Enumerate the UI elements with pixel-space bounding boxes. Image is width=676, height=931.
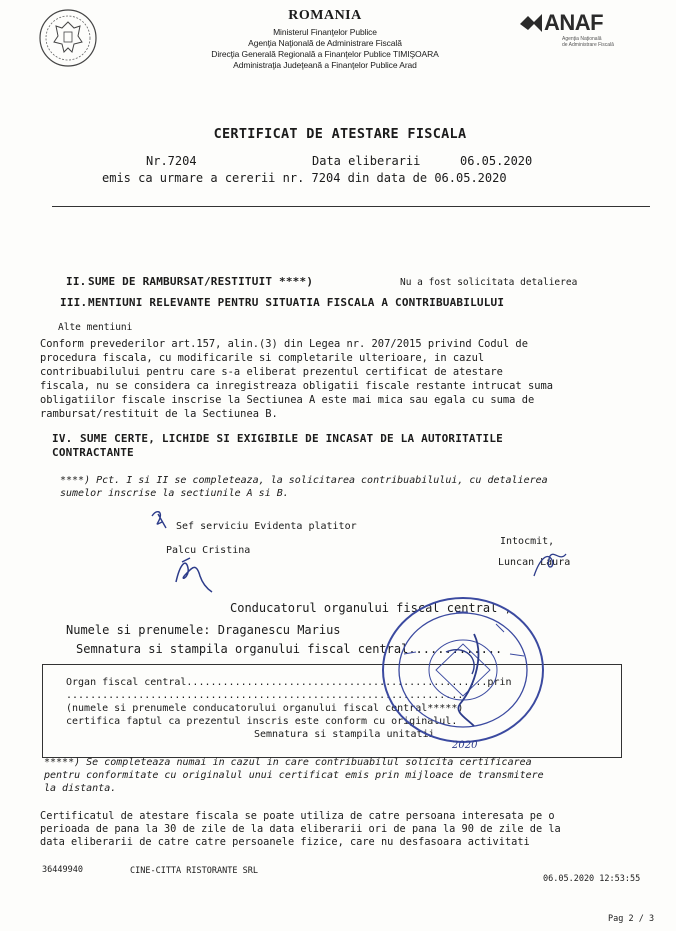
box-line-head: (numele si prenumele conducatorului organului fiscal central*****): [66, 703, 464, 714]
prepared-name: Luncan Laura: [498, 557, 571, 568]
footnote-5-line: *****) Se completeaza numai in cazul in care contribuabilul solicita certificarea: [44, 757, 532, 768]
coat-of-arms-seal: [38, 8, 98, 68]
chief-signature: [170, 552, 220, 598]
issue-date-value: 06.05.2020: [460, 154, 533, 168]
box-line-dots: ..................................................................: [66, 690, 464, 701]
section-2-number: II.: [66, 275, 87, 288]
anaf-logo-text: ANAF: [544, 10, 604, 35]
issued-following-request: emis ca urmare a cererii nr. 7204 din data de 06.05.2020: [102, 171, 507, 185]
header-line-agency: Agenţia Naţională de Administrare Fiscală: [248, 38, 402, 48]
section-2-note: Nu a fost solicitata detalierea: [400, 277, 578, 288]
footnote-5-stars: [44, 756, 544, 795]
footnote-5-line: la distanta.: [44, 783, 117, 794]
section-2-title: SUME DE RAMBURSAT/RESTITUIT ****): [88, 275, 314, 288]
header-line-county: Administraţia Judeţeană a Finanţelor Publice Arad: [233, 60, 417, 70]
box-line-organ: Organ fiscal central..................................................prin: [66, 677, 512, 688]
anaf-arrow-icon: [518, 12, 544, 34]
official-stamp: [376, 594, 550, 756]
issue-date-label: Data eliberarii: [312, 154, 421, 168]
certificate-number: Nr.7204: [146, 154, 197, 168]
head-title: Conducatorul organului fiscal central ,: [230, 601, 512, 615]
anaf-sub-line-1: Agenţia Naţională: [562, 36, 602, 42]
footnote-4-line: sumelor inscrise la sectiunile A si B.: [60, 488, 289, 499]
section-3-line: procedura fiscala, cu modificarile si completarile ulterioare, in cazul: [40, 352, 485, 364]
header-institutions: [150, 27, 500, 71]
prepared-signature: [530, 548, 570, 582]
section-3-text: [40, 337, 650, 421]
chief-name: Palcu Cristina: [166, 545, 251, 556]
footnote-4-line: ****) Pct. I si II se completeaza, la solicitarea contribuabilului, cu detalierea: [60, 475, 548, 486]
validity-line: data eliberarii de catre catre persoanele fizice, care nu desfasoara activitati: [40, 836, 530, 848]
footer-cif: 36449940: [42, 865, 83, 875]
validity-line: Certificatul de atestare fiscala se poate utiliza de catre persoana interesata pe o: [40, 810, 555, 822]
validity-paragraph: [40, 810, 561, 849]
validity-line: perioada de pana la 30 de zile de la data eliberarii ori de pana la 90 de zile de la: [40, 823, 561, 835]
footnote-4-stars: [60, 474, 548, 500]
section-3-line: rambursat/restituit de la Sectiunea B.: [40, 408, 278, 420]
section-3-line: obligatiilor fiscale inscrise la Sectiunea A este mai mica sau egala cu suma de: [40, 394, 535, 406]
header-country: ROMANIA: [288, 8, 362, 23]
footer-company: CINE-CITTA RISTORANTE SRL: [130, 866, 258, 876]
chief-title: Sef serviciu Evidenta platitor: [176, 521, 357, 532]
divider: [52, 206, 650, 207]
header-line-ministry: Ministerul Finanţelor Publice: [273, 27, 377, 37]
chief-initial-signature: [148, 508, 178, 532]
seal-icon: [38, 8, 98, 68]
section-3-line: fiscala, nu se considera ca inregistreaza obligatii fiscale restante intrucat suma: [40, 380, 553, 392]
stamp-year-handwritten: 2020: [452, 740, 478, 751]
box-line-certifies: certifica faptul ca prezentul inscris este conform cu originalul.: [66, 716, 458, 727]
section-3-line: Conform prevederilor art.157, alin.(3) din Legea nr. 207/2015 privind Codul de: [40, 338, 528, 350]
footer-page-number: Pag 2 / 3: [608, 914, 655, 924]
section-3-line: contribuabilului pentru care s-a eliberat prezentul certificat de atestare: [40, 366, 503, 378]
section-3-subtitle: Alte mentiuni: [58, 322, 133, 333]
anaf-sub-line-2: de Administrare Fiscală: [562, 42, 614, 48]
anaf-logo-subtitle: [562, 36, 614, 48]
section-4-title-line-1: SUME CERTE, LICHIDE SI EXIGIBILE DE INCASAT DE LA AUTORITATILE: [80, 432, 503, 445]
footer-timestamp: 06.05.2020 12:53:55: [543, 874, 641, 884]
footnote-5-line: pentru conformitate cu originalul unui certificat emis prin mijloace de transmitere: [44, 770, 544, 781]
section-4-title-line-2: CONTRACTANTE: [52, 446, 134, 459]
box-line-signature: Semnatura si stampila unitatii: [254, 729, 435, 740]
anaf-logo: [518, 10, 648, 50]
head-stamp-line: Semnatura si stampila organului fiscal central.............: [76, 642, 503, 656]
section-4-number: IV.: [52, 432, 73, 445]
section-3-title: MENTIUNI RELEVANTE PENTRU SITUATIA FISCALA A CONTRIBUABILULUI: [88, 296, 505, 309]
section-3-number: III.: [60, 296, 88, 309]
head-name: Numele si prenumele: Draganescu Marius: [66, 623, 341, 637]
certificate-title: CERTIFICAT DE ATESTARE FISCALA: [213, 126, 467, 142]
header-line-directorate: Direcţia Generală Regională a Finanţelor Publice TIMIŞOARA: [211, 49, 439, 59]
prepared-title: Intocmit,: [500, 536, 555, 547]
